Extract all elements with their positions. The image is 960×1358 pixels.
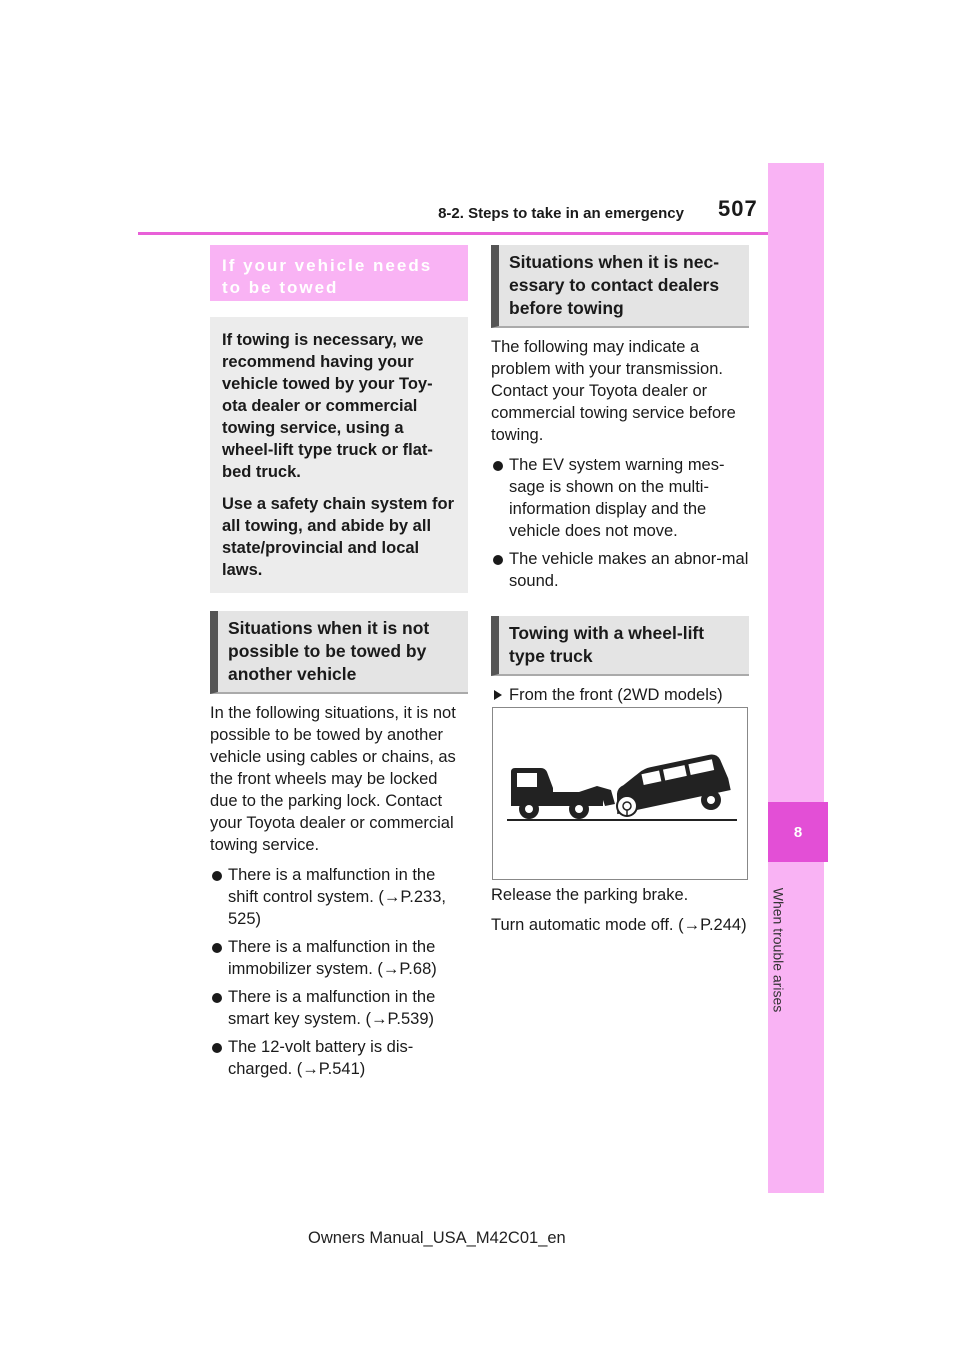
- bullet-list: [491, 454, 749, 592]
- tow-truck-icon: [493, 708, 747, 879]
- list-item: From the front (2WD models): [491, 684, 749, 706]
- bullet-icon: [493, 461, 503, 471]
- list-item: There is a malfunction in the immobilizer system. (→P.68): [210, 936, 468, 980]
- list-item: There is a malfunction in the shift control system. (→P.233, 525): [210, 864, 468, 930]
- tow-truck-illustration: [492, 707, 748, 880]
- list-item: The vehicle makes an abnor-mal sound.: [491, 548, 749, 592]
- chapter-number-tab[interactable]: 8: [768, 802, 828, 862]
- paragraph: Release the parking brake.: [491, 886, 689, 904]
- intro-paragraph: If towing is necessary, we recommend having your vehicle towed by your Toy-ota dealer or commercial towing service, using a wheel-lift type truck or flat-bed truck.: [222, 331, 433, 481]
- chapter-label-text: When trouble arises: [770, 887, 787, 1013]
- right-column: [491, 245, 749, 706]
- paragraph: Turn automatic mode off. (→P.244): [491, 916, 747, 934]
- sub-heading-not-possible: Situations when it is not possible to be towed by another vehicle: [210, 611, 468, 694]
- after-figure-text: [491, 884, 749, 936]
- triangle-bullet-icon: [494, 690, 502, 700]
- list-item: There is a malfunction in the smart key system. (→P.539): [210, 986, 468, 1030]
- paragraph: The following may indicate a problem with your transmission. Contact your Toyota dealer or commercial towing service before towing.: [491, 338, 736, 444]
- intro-paragraph: Use a safety chain system for all towing, and abide by all state/provincial and local laws.: [222, 495, 455, 579]
- bullet-list: [210, 864, 468, 1080]
- bullet-icon: [212, 1043, 222, 1053]
- section-title: 8-2. Steps to take in an emergency: [438, 205, 684, 222]
- list-item: The 12-volt battery is dis-charged. (→P.541): [210, 1036, 468, 1080]
- footer-text: Owners Manual_USA_M42C01_en: [308, 1229, 566, 1247]
- bullet-icon: [212, 993, 222, 1003]
- list-item: The EV system warning mes-sage is shown on the multi-information display and the vehicle does not move.: [491, 454, 749, 542]
- paragraph: In the following situations, it is not possible to be towed by another vehicle using cables or chains, as the front wheels may be locked due to the parking lock. Contact your Toyota dealer or commercial towing service.: [210, 704, 456, 854]
- main-heading: If your vehicle needs to be towed: [210, 245, 468, 301]
- sub-heading-wheel-lift: Towing with a wheel-lift type truck: [491, 616, 749, 676]
- bullet-icon: [212, 871, 222, 881]
- left-column: [210, 245, 468, 1080]
- page-number: 507: [718, 196, 758, 221]
- chapter-label: [758, 875, 798, 1025]
- side-tab-strip: [768, 163, 824, 1193]
- header-rule: [138, 232, 768, 235]
- intro-box: [210, 317, 468, 593]
- bullet-icon: [212, 943, 222, 953]
- sub-heading-contact-dealers: Situations when it is nec-essary to contact dealers before towing: [491, 245, 749, 328]
- bullet-icon: [493, 555, 503, 565]
